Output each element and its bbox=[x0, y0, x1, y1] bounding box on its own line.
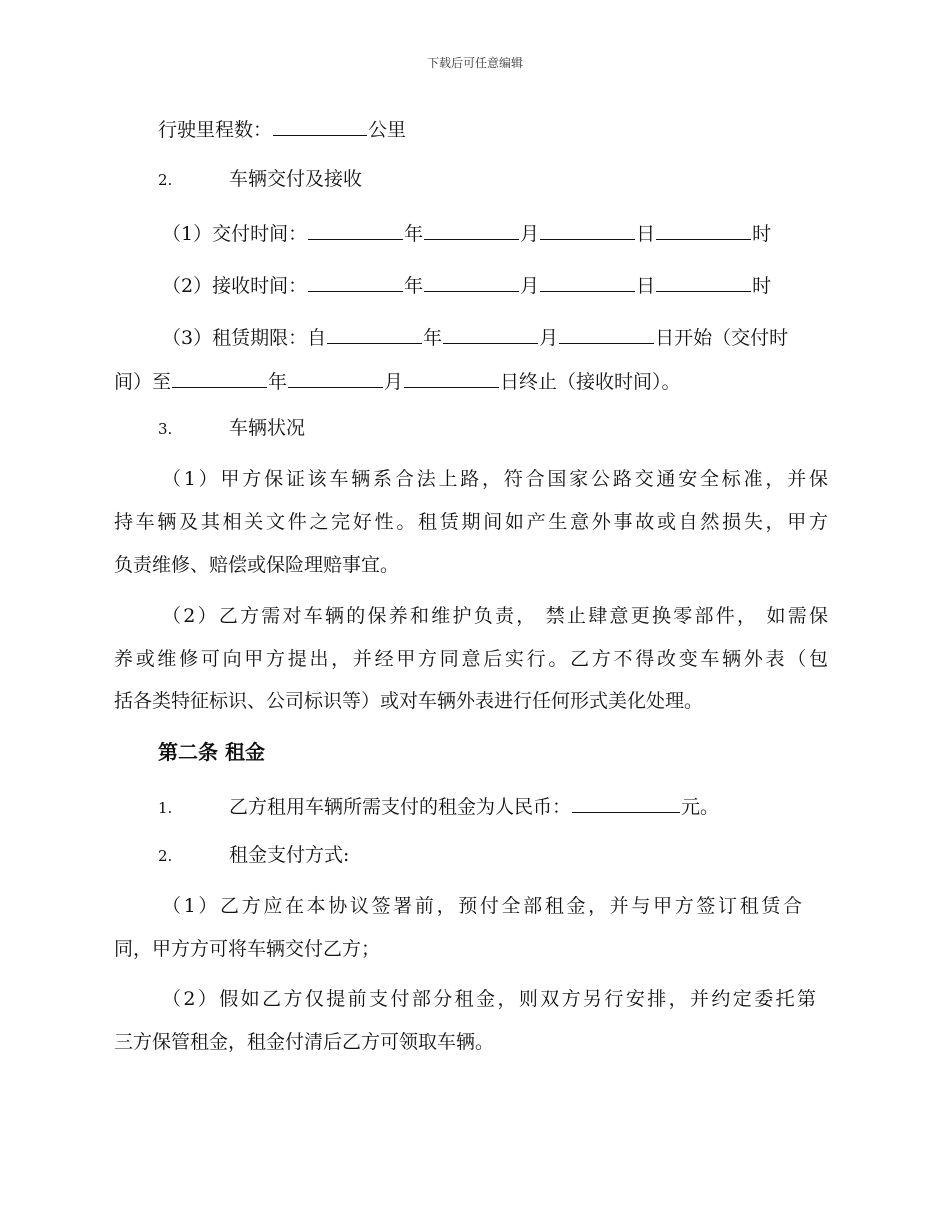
month-unit: 月 bbox=[520, 223, 540, 245]
blank[interactable] bbox=[288, 369, 383, 388]
rent-amount-text: 乙方租用车辆所需支付的租金为人民币： bbox=[229, 796, 572, 818]
lease-term-cont: 间）至 bbox=[114, 371, 172, 393]
blank[interactable] bbox=[308, 221, 403, 240]
section-2-heading bbox=[158, 170, 362, 189]
month-unit: 月 bbox=[539, 327, 559, 349]
condition-1-line-1: （1）甲方保证该车辆系合法上路，符合国家公路交通安全标准，并保 bbox=[162, 468, 828, 490]
article-2-title: 第二条 租金 bbox=[158, 740, 265, 764]
month-unit: 月 bbox=[520, 275, 540, 297]
condition-1-line-3: 负责维修、赔偿或保险理赔事宜。 bbox=[114, 554, 400, 576]
delivery-time-line bbox=[162, 221, 771, 244]
blank[interactable] bbox=[656, 273, 751, 292]
condition-2-line-2: 养或维修可向甲方提出，并经甲方同意后实行。乙方不得改变车辆外表（包 bbox=[114, 648, 828, 670]
page-header: 下载后可任意编辑 bbox=[426, 56, 523, 70]
section-number: 3. bbox=[158, 420, 173, 438]
payment-2-line-2: 三方保管租金，租金付清后乙方可领取车辆。 bbox=[114, 1031, 495, 1053]
mileage-label: 行驶里程数： bbox=[158, 119, 273, 141]
payment-method-line bbox=[158, 846, 349, 865]
year-unit: 年 bbox=[268, 371, 288, 393]
mileage-unit: 公里 bbox=[368, 119, 407, 141]
day-unit: 日 bbox=[636, 223, 656, 245]
section-title: 车辆交付及接收 bbox=[229, 168, 363, 190]
month-unit: 月 bbox=[384, 371, 404, 393]
blank[interactable] bbox=[424, 273, 519, 292]
lease-term-line-1 bbox=[162, 325, 788, 348]
hour-unit: 时 bbox=[752, 223, 772, 245]
mileage-blank[interactable] bbox=[273, 117, 367, 136]
lease-end-text: 日终止（接收时间）。 bbox=[500, 371, 681, 393]
condition-1-line-2: 持车辆及其相关文件之完好性。租赁期间如产生意外事故或自然损失，甲方 bbox=[114, 511, 828, 533]
receive-time-label: （2）接收时间： bbox=[162, 275, 308, 297]
section-number: 2. bbox=[158, 171, 173, 189]
item-number: 2. bbox=[158, 847, 173, 865]
blank[interactable] bbox=[308, 273, 403, 292]
year-unit: 年 bbox=[404, 223, 424, 245]
lease-term-label: （3）租赁期限：自 bbox=[162, 327, 327, 349]
blank[interactable] bbox=[424, 221, 519, 240]
payment-1-line-2: 同，甲方方可将车辆交付乙方； bbox=[114, 938, 381, 960]
hour-unit: 时 bbox=[752, 275, 772, 297]
payment-1-line-1: （1）乙方应在本协议签署前，预付全部租金，并与甲方签订租赁合 bbox=[162, 895, 802, 917]
year-unit: 年 bbox=[423, 327, 443, 349]
lease-term-line-2 bbox=[114, 369, 681, 392]
payment-2-line-1: （2）假如乙方仅提前支付部分租金，则双方另行安排，并约定委托第 bbox=[162, 988, 816, 1010]
day-unit: 日 bbox=[636, 275, 656, 297]
rent-amount-blank[interactable] bbox=[572, 794, 680, 813]
year-unit: 年 bbox=[404, 275, 424, 297]
lease-start-text: 日开始（交付时 bbox=[655, 327, 789, 349]
condition-2-line-3: 括各类特征标识、公司标识等）或对车辆外表进行任何形式美化处理。 bbox=[114, 690, 704, 712]
blank[interactable] bbox=[656, 221, 751, 240]
currency-unit: 元。 bbox=[681, 796, 720, 818]
section-title: 车辆状况 bbox=[229, 417, 306, 439]
blank[interactable] bbox=[327, 325, 422, 344]
blank[interactable] bbox=[540, 221, 635, 240]
receive-time-line bbox=[162, 273, 771, 296]
rent-amount-line bbox=[158, 794, 719, 817]
blank[interactable] bbox=[559, 325, 654, 344]
section-3-heading bbox=[158, 419, 305, 438]
condition-2-line-1: （2）乙方需对车辆的保养和维护负责， 禁止肆意更换零部件， 如需保 bbox=[162, 605, 828, 627]
blank[interactable] bbox=[404, 369, 499, 388]
delivery-time-label: （1）交付时间： bbox=[162, 223, 308, 245]
blank[interactable] bbox=[172, 369, 267, 388]
blank[interactable] bbox=[540, 273, 635, 292]
item-number: 1. bbox=[158, 799, 173, 817]
payment-method-text: 租金支付方式: bbox=[229, 844, 350, 866]
blank[interactable] bbox=[443, 325, 538, 344]
mileage-line bbox=[158, 117, 406, 140]
